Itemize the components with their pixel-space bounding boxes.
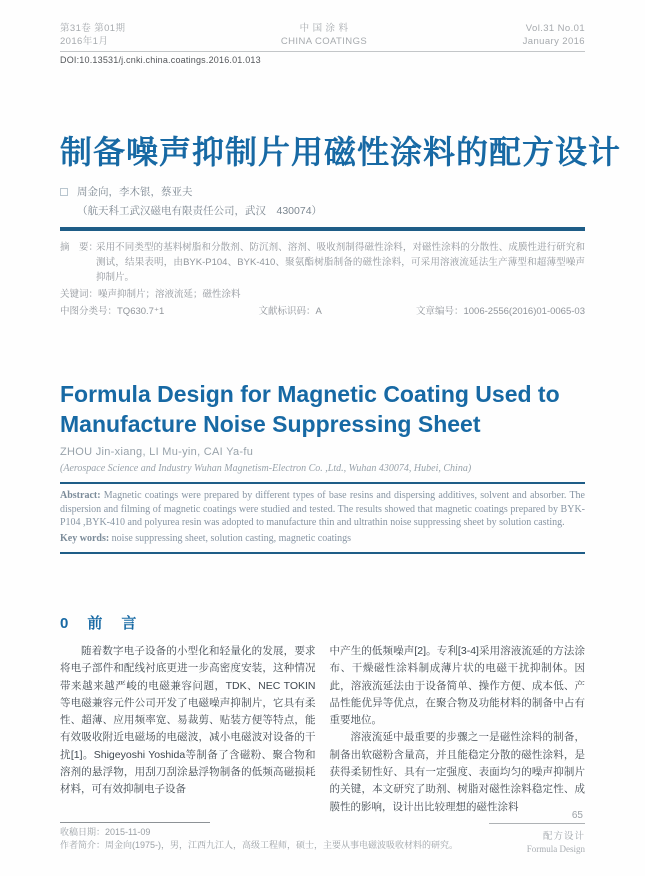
classification-line bbox=[60, 304, 585, 319]
author-bio: 作者简介：周金向(1975-)，男，江西九江人，高级工程师，硕士，主要从事电磁波吸收材料的研究。 bbox=[60, 839, 459, 850]
article-id: 文章编号：1006-2556(2016)01-0065-03 bbox=[415, 306, 585, 317]
authors-cn-text: 周金向，李木银，蔡亚夫 bbox=[77, 186, 193, 198]
header-issue-info bbox=[60, 22, 125, 48]
title-divider-bar bbox=[60, 227, 585, 231]
keywords-cn-label: 关键词： bbox=[60, 289, 99, 300]
abstract-cn-label: 摘 要： bbox=[60, 242, 99, 253]
body-columns bbox=[60, 643, 585, 816]
header-journal-name bbox=[281, 22, 367, 48]
issue-date-en: January 2016 bbox=[522, 36, 585, 47]
authors-cn bbox=[60, 184, 585, 199]
issue-date-cn: 2016年1月 bbox=[60, 36, 109, 47]
volume-issue: 第31卷 第01期 bbox=[60, 23, 126, 34]
journal-name-en: CHINA COATINGS bbox=[280, 36, 368, 47]
keywords-en bbox=[60, 532, 585, 546]
body-column-left bbox=[60, 643, 316, 816]
section-heading-intro: 0 前 言 bbox=[60, 615, 139, 632]
body-paragraph: 中产生的低频噪声[2]。专利[3-4]采用溶液流延的方法涂布、干燥磁性涂料制成薄片状的电磁干扰抑制体。因此，溶液流延法由于设备简单、操作方便、成本低、产品性能优异等优点，在聚合物及功能材料的制备中占有重要地位。 bbox=[329, 645, 585, 727]
volume-no-en: Vol.31 No.01 bbox=[525, 23, 585, 34]
abstract-en bbox=[60, 489, 585, 530]
document-code: 文献标识码：A bbox=[258, 306, 322, 317]
footnote-divider bbox=[60, 822, 210, 823]
abstract-cn bbox=[60, 240, 585, 285]
keywords-cn bbox=[60, 287, 585, 302]
affiliation-en: (Aerospace Science and Industry Wuhan Magnetism-Electron Co. ,Ltd., Wuhan 430074, Hubei, China) bbox=[60, 463, 472, 474]
column-title-en: Formula Design bbox=[526, 844, 585, 854]
abstract-en-box bbox=[60, 482, 585, 554]
article-title-en: Formula Design for Magnetic Coating Used to Manufacture Noise Suppressing Sheet bbox=[60, 381, 560, 437]
abstract-en-label: Abstract: bbox=[60, 490, 101, 501]
footer-divider bbox=[489, 823, 585, 824]
affiliation-cn: （航天科工武汉磁电有限责任公司，武汉 430074） bbox=[77, 205, 323, 217]
page-number: 65 bbox=[571, 810, 583, 821]
abstract-cn-text: 采用不同类型的基料树脂和分散剂、防沉剂、溶剂、吸收剂制得磁性涂料，对磁性涂料的分散性、成膜性进行研究和测试，结果表明，由BYK-P104、BYK-410、聚氨酯树脂制备的磁性涂料，可采用溶液流延法生产薄型和超薄型噪声抑制片。 bbox=[96, 242, 585, 283]
abstract-en-text: Magnetic coatings were prepared by different types of base resins and dispersing additives, solvent and absorber. The dispersion and filming of magnetic coatings were studied and tested. The results showed that magnetic coatings prepared by BYK-P104 ,BYK-410 and polyurea resin was adopted to manufacture thin and ultrathin noise suppressing sheet by solution casting. bbox=[60, 490, 585, 528]
header-vol-info bbox=[523, 22, 585, 48]
body-paragraph: 随着数字电子设备的小型化和轻量化的发展，要求将电子部件和配线衬底更进一步高密度安装，这种情况带来越来越严峻的电磁兼容问题，TDK、NEC TOKIN等电磁兼容元件公司开发了电磁噪声抑制片，它具有柔性、超薄、应用频率宽、易裁剪、贴装方便等特点，能有效吸收附近电磁场的电磁波，减小电磁波对设备的干扰[1]。Shigeyoshi Yoshida等制备了含磁粉、聚合物和溶剂的悬浮物，用刮刀刮涂悬浮物制备的低频高磁损耗材料，可有效抑制电子设备 bbox=[60, 645, 316, 796]
column-title-cn: 配方设计 bbox=[542, 831, 585, 842]
authors-en: ZHOU Jin-xiang, LI Mu-yin, CAI Ya-fu bbox=[60, 446, 254, 458]
journal-header bbox=[60, 0, 585, 48]
clc-number: 中图分类号：TQ630.7⁺1 bbox=[60, 306, 165, 317]
keywords-cn-text: 噪声抑制片；溶液流延；磁性涂料 bbox=[98, 289, 241, 300]
doi-line: DOI:10.13531/j.cnki.china.coatings.2016.01.013 bbox=[60, 55, 261, 65]
journal-name-cn: 中 国 涂 料 bbox=[299, 23, 349, 34]
article-title-cn: 制备噪声抑制片用磁性涂料的配方设计 bbox=[60, 134, 622, 170]
keywords-en-text: noise suppressing sheet, solution casting, magnetic coatings bbox=[109, 532, 352, 544]
body-column-right bbox=[330, 643, 586, 816]
received-date: 收稿日期：2015-11-09 bbox=[60, 826, 151, 837]
keywords-en-label: Key words: bbox=[60, 532, 110, 544]
header-divider bbox=[60, 51, 585, 52]
body-paragraph: 溶液流延中最重要的步骤之一是磁性涂料的制备，制备出软磁粉含量高，并且能稳定分散的磁性涂料，是获得柔韧性好、具有一定强度、表面均匀的噪声抑制片的关键，本文研究了助剂、树脂对磁性涂料稳定性、成膜性的影响，设计出比较理想的磁性涂料 bbox=[329, 731, 585, 813]
author-marker-icon bbox=[60, 188, 68, 196]
page-footer bbox=[489, 810, 585, 854]
